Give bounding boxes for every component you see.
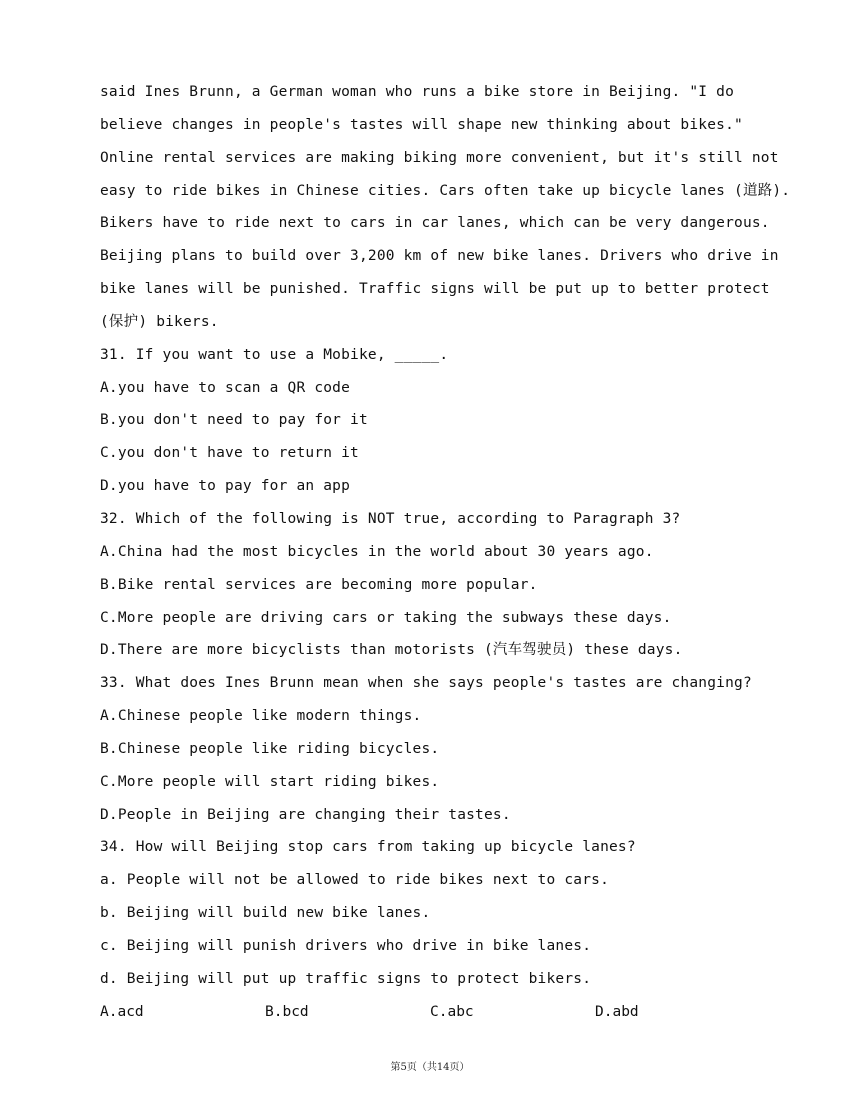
page-footer: 第5页（共14页） bbox=[390, 1062, 470, 1073]
answer-option: C.More people will start riding bikes. bbox=[100, 773, 440, 790]
question-stem: 34. How will Beijing stop cars from taking up bicycle lanes? bbox=[100, 839, 636, 856]
question-stem: 31. If you want to use a Mobike, _____. bbox=[100, 346, 449, 363]
answer-option: A.China had the most bicycles in the world about 30 years ago. bbox=[100, 543, 654, 560]
passage-line: Online rental services are making biking more convenient, but it's still not bbox=[100, 149, 779, 166]
question-31 bbox=[100, 341, 800, 505]
statement-item: d. Beijing will put up traffic signs to protect bikers. bbox=[100, 970, 592, 987]
question-32 bbox=[100, 505, 800, 669]
answer-option: A.Chinese people like modern things. bbox=[100, 708, 422, 725]
passage-line: Beijing plans to build over 3,200 km of new bike lanes. Drivers who drive in bbox=[100, 248, 779, 265]
passage-line: Bikers have to ride next to cars in car lanes, which can be very dangerous. bbox=[100, 215, 770, 232]
answer-option: C.you don't have to return it bbox=[100, 445, 359, 462]
passage-line: bike lanes will be punished. Traffic signs will be put up to better protect bbox=[100, 281, 770, 298]
question-stem: 33. What does Ines Brunn mean when she says people's tastes are changing? bbox=[100, 675, 752, 692]
answer-option: B.bcd bbox=[265, 1003, 309, 1020]
answer-option: B.you don't need to pay for it bbox=[100, 412, 368, 429]
passage-line: believe changes in people's tastes will shape new thinking about bikes." bbox=[100, 116, 743, 133]
passage-line: easy to ride bikes in Chinese cities. Cars often take up bicycle lanes (道路). bbox=[100, 182, 791, 199]
question-33 bbox=[100, 669, 800, 833]
answer-option: D.abd bbox=[595, 1003, 639, 1020]
answer-option: D.People in Beijing are changing their tastes. bbox=[100, 806, 511, 823]
page-content bbox=[100, 78, 800, 1030]
answer-option: C.abc bbox=[430, 1003, 474, 1020]
statement-item: c. Beijing will punish drivers who drive in bike lanes. bbox=[100, 937, 592, 954]
statement-item: a. People will not be allowed to ride bikes next to cars. bbox=[100, 872, 609, 889]
answer-option: B.Chinese people like riding bicycles. bbox=[100, 740, 440, 757]
answer-option: D.There are more bicyclists than motorists (汽车驾驶员) these days. bbox=[100, 642, 683, 659]
answer-option: D.you have to pay for an app bbox=[100, 478, 351, 495]
answer-option: B.Bike rental services are becoming more popular. bbox=[100, 576, 538, 593]
passage-line: (保护) bikers. bbox=[100, 313, 219, 330]
answer-option: A.acd bbox=[100, 1003, 144, 1020]
question-stem: 32. Which of the following is NOT true, according to Paragraph 3? bbox=[100, 510, 681, 527]
answer-options-row bbox=[100, 998, 800, 1031]
answer-option: A.you have to scan a QR code bbox=[100, 379, 351, 396]
answer-option: C.More people are driving cars or taking the subways these days. bbox=[100, 609, 672, 626]
passage-line: said Ines Brunn, a German woman who runs a bike store in Beijing. "I do bbox=[100, 84, 735, 100]
question-34 bbox=[100, 833, 800, 1030]
passage bbox=[100, 78, 800, 341]
statement-item: b. Beijing will build new bike lanes. bbox=[100, 905, 431, 922]
